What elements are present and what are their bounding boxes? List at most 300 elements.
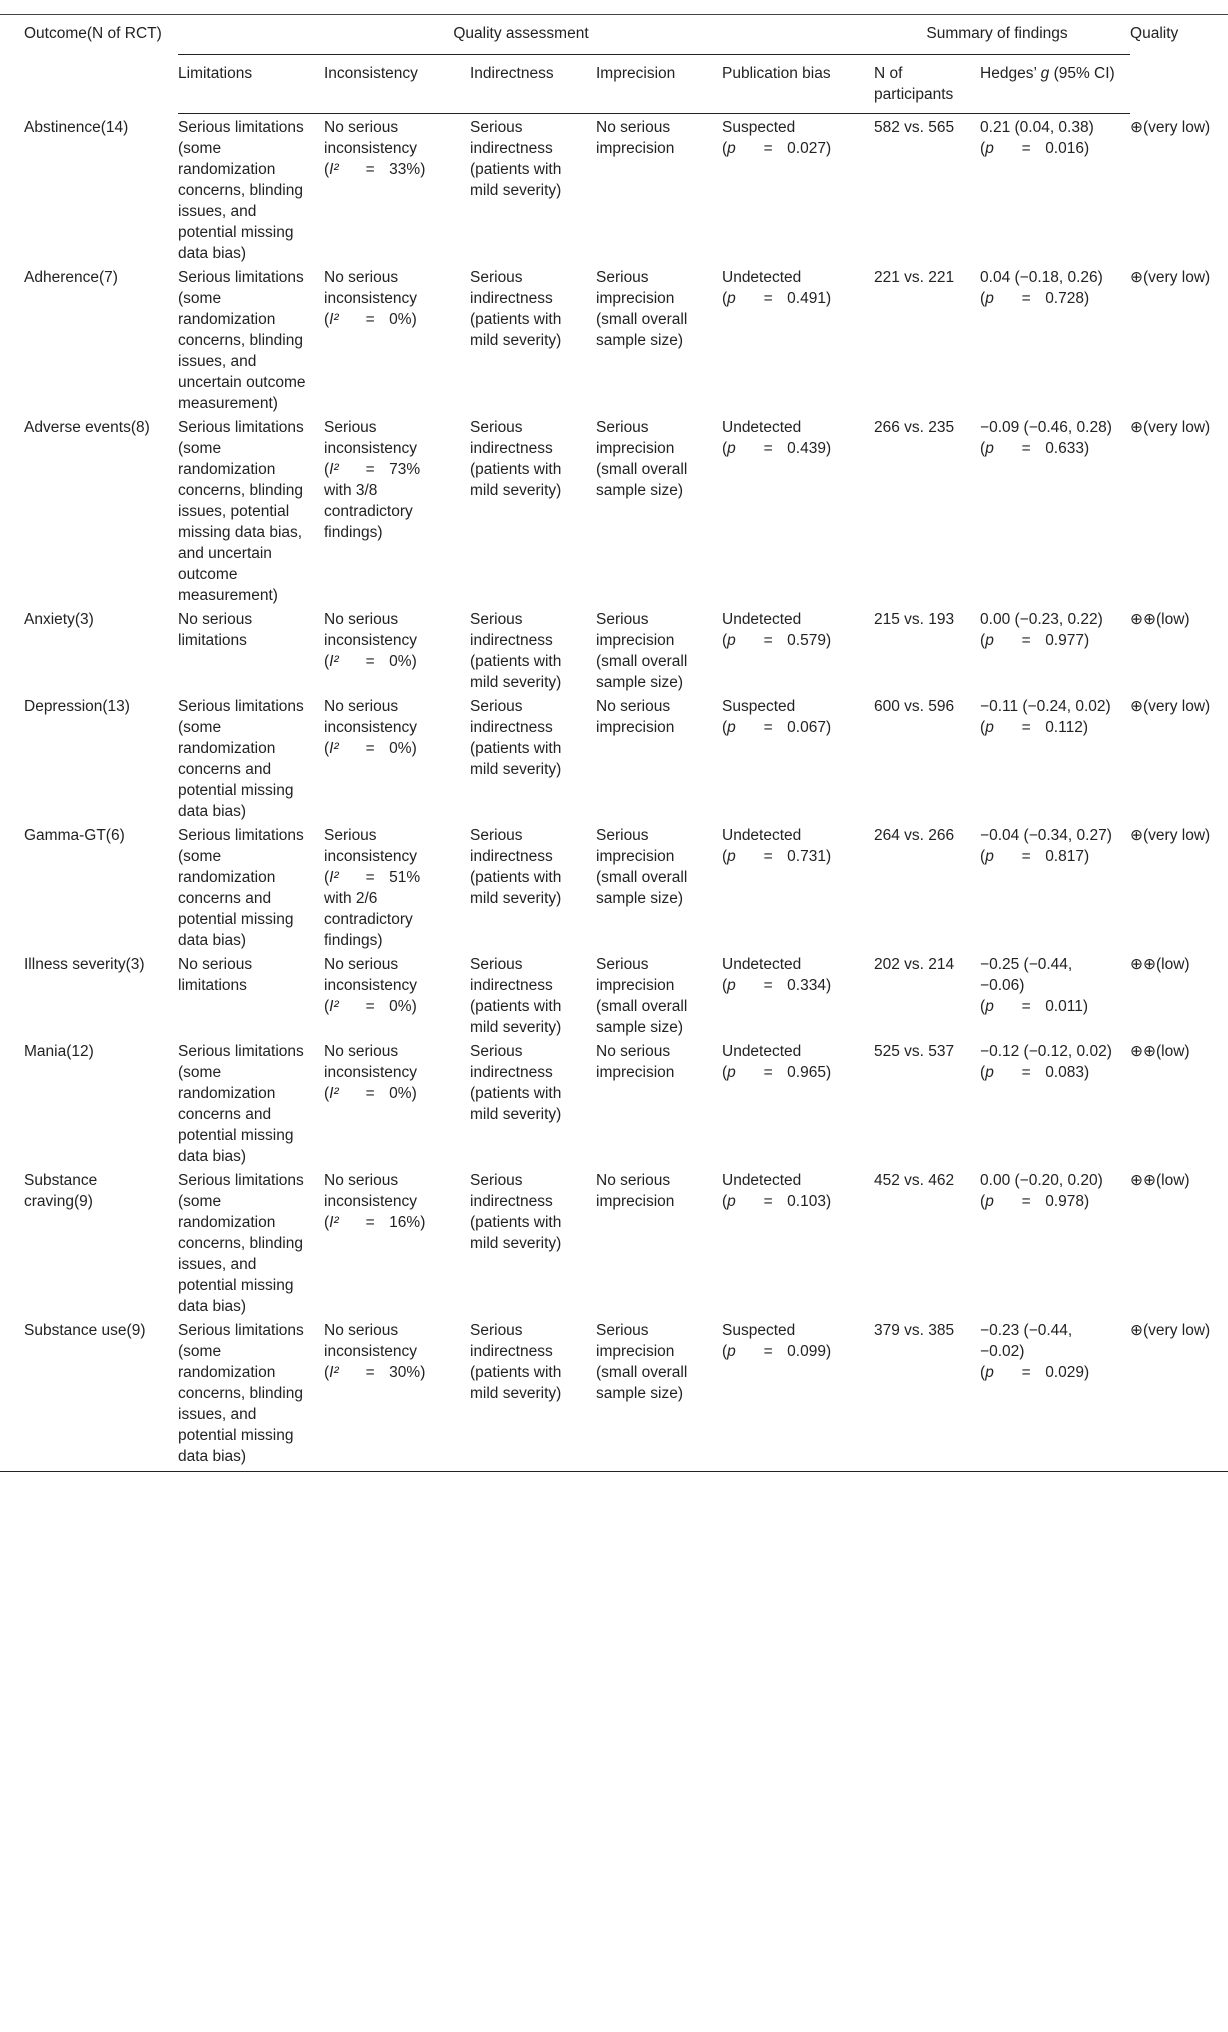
imprecision-cell bbox=[596, 114, 722, 265]
p-symbol: p bbox=[727, 977, 736, 994]
table-row bbox=[0, 606, 1228, 693]
equals-sign: = bbox=[365, 653, 375, 670]
header-publication-bias bbox=[722, 55, 874, 114]
pub-p-value: 0.067) bbox=[787, 719, 832, 736]
header-n-participants-label: N of participants bbox=[874, 65, 954, 103]
imprecision-cell bbox=[596, 414, 722, 606]
outcome-cell bbox=[0, 951, 178, 1038]
hedges-g-ci: 0.00 (−0.20, 0.20) bbox=[980, 1172, 1103, 1189]
i2-line: (I² = 73% bbox=[324, 461, 421, 478]
equals-sign: = bbox=[763, 1343, 773, 1360]
inconsistency-text: No serious inconsistency bbox=[324, 956, 418, 994]
g-p-value: 0.112) bbox=[1045, 719, 1088, 736]
imprecision-text: No serious imprecision bbox=[596, 698, 675, 736]
i2-value: 33%) bbox=[389, 161, 426, 178]
outcome-cell bbox=[0, 822, 178, 951]
pub-p-line: (p = 0.491) bbox=[722, 290, 832, 307]
imprecision-text: Serious imprecision (small overall sample size) bbox=[596, 419, 688, 499]
hedges-g-ci: −0.23 (−0.44, −0.02) bbox=[980, 1322, 1073, 1360]
header-inconsistency bbox=[324, 55, 470, 114]
outcome-cell bbox=[0, 1038, 178, 1167]
equals-sign: = bbox=[1021, 1064, 1031, 1081]
g-p-value: 0.817) bbox=[1045, 848, 1090, 865]
p-symbol: p bbox=[727, 848, 736, 865]
hedges-g-cell bbox=[980, 264, 1130, 414]
pub-p-value: 0.099) bbox=[787, 1343, 832, 1360]
i2-value: 0%) bbox=[389, 1085, 417, 1102]
imprecision-text: Serious imprecision (small overall sample size) bbox=[596, 611, 688, 691]
publication-bias-cell bbox=[722, 693, 874, 822]
quality-cell bbox=[1130, 1167, 1228, 1317]
i2-symbol: I² bbox=[329, 653, 339, 670]
header-quality-spacer bbox=[1130, 55, 1228, 114]
p-symbol: p bbox=[985, 290, 994, 307]
g-p-value: 0.977) bbox=[1045, 632, 1090, 649]
i2-symbol: I² bbox=[329, 998, 339, 1015]
hedges-g-ci: 0.21 (0.04, 0.38) bbox=[980, 119, 1094, 136]
i2-symbol: I² bbox=[329, 461, 339, 478]
inconsistency-cell bbox=[324, 1317, 470, 1472]
hedges-g-cell bbox=[980, 951, 1130, 1038]
outcome-label: Adherence(7) bbox=[24, 269, 118, 286]
inconsistency-cell bbox=[324, 1038, 470, 1167]
table-header bbox=[0, 15, 1228, 114]
i2-symbol: I² bbox=[329, 740, 339, 757]
p-symbol: p bbox=[727, 290, 736, 307]
n-participants-cell bbox=[874, 822, 980, 951]
pub-p-line: (p = 0.965) bbox=[722, 1064, 832, 1081]
inconsistency-text: No serious inconsistency bbox=[324, 611, 418, 649]
limitations-text: Serious limitations (some randomization concerns, blinding issues, and potential missing data bias) bbox=[178, 1172, 304, 1315]
header-limitations-label: Limitations bbox=[178, 65, 253, 82]
outcome-label: Adverse events(8) bbox=[24, 419, 150, 436]
header-hedges-suffix: (95% CI) bbox=[1053, 65, 1115, 82]
inconsistency-text: No serious inconsistency bbox=[324, 1172, 418, 1210]
limitations-cell bbox=[178, 1038, 324, 1167]
hedges-g-cell bbox=[980, 414, 1130, 606]
pub-p-value: 0.965) bbox=[787, 1064, 832, 1081]
g-p-value: 0.083) bbox=[1045, 1064, 1090, 1081]
i2-line: (I² = 0%) bbox=[324, 998, 417, 1015]
inconsistency-cell bbox=[324, 414, 470, 606]
header-row-1 bbox=[0, 15, 1228, 55]
equals-sign: = bbox=[763, 632, 773, 649]
hedges-g-ci: −0.09 (−0.46, 0.28) bbox=[980, 419, 1112, 436]
imprecision-cell bbox=[596, 1167, 722, 1317]
publication-bias-text: Suspected bbox=[722, 698, 796, 715]
limitations-cell bbox=[178, 114, 324, 265]
g-p-line: (p = 0.978) bbox=[980, 1193, 1090, 1210]
equals-sign: = bbox=[1021, 440, 1031, 457]
indirectness-text: Serious indirectness (patients with mild severity) bbox=[470, 1322, 562, 1402]
outcome-label: Illness severity(3) bbox=[24, 956, 145, 973]
quality-rating: ⊕(very low) bbox=[1130, 1322, 1211, 1339]
table-row bbox=[0, 1167, 1228, 1317]
i2-value: 0%) bbox=[389, 740, 417, 757]
inconsistency-cell bbox=[324, 114, 470, 265]
i2-symbol: I² bbox=[329, 1085, 339, 1102]
publication-bias-cell bbox=[722, 1317, 874, 1472]
indirectness-text: Serious indirectness (patients with mild severity) bbox=[470, 1043, 562, 1123]
inconsistency-cell bbox=[324, 606, 470, 693]
i2-symbol: I² bbox=[329, 311, 339, 328]
g-p-line: (p = 0.633) bbox=[980, 440, 1090, 457]
i2-value: 16%) bbox=[389, 1214, 426, 1231]
p-symbol: p bbox=[985, 1064, 994, 1081]
outcome-label: Abstinence(14) bbox=[24, 118, 129, 136]
limitations-cell bbox=[178, 264, 324, 414]
g-p-line: (p = 0.016) bbox=[980, 140, 1090, 157]
equals-sign: = bbox=[365, 998, 375, 1015]
hedges-g-ci: −0.12 (−0.12, 0.02) bbox=[980, 1043, 1112, 1060]
outcome-label: Substance use(9) bbox=[24, 1322, 146, 1339]
i2-line: (I² = 0%) bbox=[324, 740, 417, 757]
equals-sign: = bbox=[763, 1193, 773, 1210]
inconsistency-text: No serious inconsistency bbox=[324, 1043, 418, 1081]
equals-sign: = bbox=[365, 1085, 375, 1102]
pub-p-value: 0.731) bbox=[787, 848, 832, 865]
equals-sign: = bbox=[763, 977, 773, 994]
outcome-label: Gamma-GT(6) bbox=[24, 827, 125, 844]
n-participants-cell bbox=[874, 606, 980, 693]
inconsistency-cell bbox=[324, 822, 470, 951]
outcome-label: Depression(13) bbox=[24, 698, 130, 715]
header-hedges-g-symbol: g bbox=[1040, 65, 1050, 82]
publication-bias-text: Undetected bbox=[722, 611, 802, 628]
indirectness-text: Serious indirectness (patients with mild severity) bbox=[470, 1172, 562, 1252]
g-p-line: (p = 0.817) bbox=[980, 848, 1090, 865]
pub-p-value: 0.103) bbox=[787, 1193, 832, 1210]
header-hedges-g bbox=[980, 55, 1130, 114]
p-symbol: p bbox=[727, 140, 736, 157]
quality-cell bbox=[1130, 606, 1228, 693]
quality-cell bbox=[1130, 414, 1228, 606]
inconsistency-text: Serious inconsistency bbox=[324, 827, 418, 865]
publication-bias-cell bbox=[722, 606, 874, 693]
equals-sign: = bbox=[365, 1214, 375, 1231]
hedges-g-cell bbox=[980, 693, 1130, 822]
n-participants-text: 202 vs. 214 bbox=[874, 956, 955, 973]
i2-value: 73% bbox=[389, 461, 421, 478]
imprecision-cell bbox=[596, 822, 722, 951]
g-p-value: 0.016) bbox=[1045, 140, 1090, 157]
header-row-2 bbox=[0, 55, 1228, 114]
quality-cell bbox=[1130, 822, 1228, 951]
outcome-cell bbox=[0, 693, 178, 822]
n-participants-text: 379 vs. 385 bbox=[874, 1322, 955, 1339]
indirectness-cell bbox=[470, 1038, 596, 1167]
header-n-participants bbox=[874, 55, 980, 114]
equals-sign: = bbox=[763, 440, 773, 457]
i2-value: 0%) bbox=[389, 653, 417, 670]
equals-sign: = bbox=[1021, 1364, 1031, 1381]
n-participants-text: 266 vs. 235 bbox=[874, 419, 955, 436]
equals-sign: = bbox=[763, 140, 773, 157]
i2-value: 0%) bbox=[389, 311, 417, 328]
pub-p-value: 0.579) bbox=[787, 632, 832, 649]
header-inconsistency-label: Inconsistency bbox=[324, 65, 418, 82]
header-hedges-prefix: Hedges’ bbox=[980, 65, 1037, 82]
g-p-line: (p = 0.011) bbox=[980, 998, 1088, 1015]
quality-rating: ⊕(very low) bbox=[1130, 827, 1211, 844]
outcome-cell bbox=[0, 414, 178, 606]
imprecision-text: Serious imprecision (small overall sample size) bbox=[596, 827, 688, 907]
n-participants-text: 221 vs. 221 bbox=[874, 269, 955, 286]
n-participants-text: 600 vs. 596 bbox=[874, 698, 955, 715]
pub-p-line: (p = 0.334) bbox=[722, 977, 832, 994]
publication-bias-cell bbox=[722, 1167, 874, 1317]
header-quality-label: Quality bbox=[1130, 25, 1179, 42]
hedges-g-ci: 0.00 (−0.23, 0.22) bbox=[980, 611, 1103, 628]
header-outcome-label: Outcome(N of RCT) bbox=[24, 25, 162, 42]
quality-rating: ⊕(very low) bbox=[1130, 698, 1211, 715]
table-row bbox=[0, 693, 1228, 822]
limitations-cell bbox=[178, 1167, 324, 1317]
indirectness-cell bbox=[470, 693, 596, 822]
g-p-value: 0.633) bbox=[1045, 440, 1090, 457]
publication-bias-text: Undetected bbox=[722, 419, 802, 436]
imprecision-cell bbox=[596, 1038, 722, 1167]
quality-cell bbox=[1130, 1038, 1228, 1167]
g-p-line: (p = 0.083) bbox=[980, 1064, 1090, 1081]
n-participants-cell bbox=[874, 1167, 980, 1317]
inconsistency-text: Serious inconsistency bbox=[324, 419, 418, 457]
g-p-value: 0.728) bbox=[1045, 290, 1090, 307]
n-participants-text: 525 vs. 537 bbox=[874, 1043, 955, 1060]
p-symbol: p bbox=[727, 632, 736, 649]
publication-bias-text: Undetected bbox=[722, 269, 802, 286]
publication-bias-cell bbox=[722, 114, 874, 265]
inconsistency-extra: with 3/8 contradictory findings) bbox=[324, 482, 413, 541]
inconsistency-cell bbox=[324, 1167, 470, 1317]
header-limitations bbox=[178, 55, 324, 114]
equals-sign: = bbox=[1021, 290, 1031, 307]
inconsistency-cell bbox=[324, 264, 470, 414]
equals-sign: = bbox=[365, 740, 375, 757]
indirectness-text: Serious indirectness (patients with mild severity) bbox=[470, 827, 562, 907]
pub-p-line: (p = 0.439) bbox=[722, 440, 832, 457]
n-participants-cell bbox=[874, 951, 980, 1038]
i2-symbol: I² bbox=[329, 1364, 339, 1381]
hedges-g-cell bbox=[980, 606, 1130, 693]
indirectness-cell bbox=[470, 114, 596, 265]
n-participants-text: 264 vs. 266 bbox=[874, 827, 955, 844]
g-p-value: 0.029) bbox=[1045, 1364, 1090, 1381]
header-outcome bbox=[0, 15, 178, 114]
i2-symbol: I² bbox=[329, 869, 339, 886]
equals-sign: = bbox=[1021, 998, 1031, 1015]
pub-p-value: 0.439) bbox=[787, 440, 832, 457]
limitations-text: Serious limitations (some randomization concerns and potential missing data bias) bbox=[178, 698, 304, 820]
header-imprecision-label: Imprecision bbox=[596, 65, 676, 82]
outcome-cell bbox=[0, 1317, 178, 1472]
hedges-g-ci: −0.11 (−0.24, 0.02) bbox=[980, 698, 1111, 715]
p-symbol: p bbox=[985, 998, 994, 1015]
hedges-g-cell bbox=[980, 114, 1130, 265]
hedges-g-ci: 0.04 (−0.18, 0.26) bbox=[980, 269, 1103, 286]
n-participants-cell bbox=[874, 693, 980, 822]
i2-line: (I² = 51% bbox=[324, 869, 421, 886]
header-indirectness bbox=[470, 55, 596, 114]
header-summary-label: Summary of findings bbox=[926, 25, 1068, 42]
equals-sign: = bbox=[763, 848, 773, 865]
imprecision-text: No serious imprecision bbox=[596, 1172, 675, 1210]
equals-sign: = bbox=[1021, 848, 1031, 865]
quality-cell bbox=[1130, 114, 1228, 265]
limitations-cell bbox=[178, 1317, 324, 1472]
pub-p-line: (p = 0.027) bbox=[722, 140, 832, 157]
pub-p-line: (p = 0.731) bbox=[722, 848, 832, 865]
outcome-cell bbox=[0, 114, 178, 265]
quality-cell bbox=[1130, 951, 1228, 1038]
publication-bias-cell bbox=[722, 951, 874, 1038]
limitations-text: Serious limitations (some randomization concerns and potential missing data bias) bbox=[178, 1043, 304, 1165]
p-symbol: p bbox=[727, 719, 736, 736]
equals-sign: = bbox=[1021, 140, 1031, 157]
i2-symbol: I² bbox=[329, 161, 339, 178]
g-p-line: (p = 0.728) bbox=[980, 290, 1090, 307]
indirectness-cell bbox=[470, 1167, 596, 1317]
limitations-text: Serious limitations (some randomization concerns and potential missing data bias) bbox=[178, 827, 304, 949]
equals-sign: = bbox=[763, 719, 773, 736]
i2-value: 51% bbox=[389, 869, 421, 886]
grade-evidence-table bbox=[0, 14, 1228, 1472]
inconsistency-text: No serious inconsistency bbox=[324, 269, 418, 307]
quality-cell bbox=[1130, 693, 1228, 822]
header-indirectness-label: Indirectness bbox=[470, 65, 554, 82]
p-symbol: p bbox=[985, 848, 994, 865]
i2-line: (I² = 30%) bbox=[324, 1364, 426, 1381]
equals-sign: = bbox=[365, 1364, 375, 1381]
outcome-label: Anxiety(3) bbox=[24, 611, 94, 628]
inconsistency-text: No serious inconsistency bbox=[324, 698, 418, 736]
limitations-cell bbox=[178, 693, 324, 822]
indirectness-cell bbox=[470, 822, 596, 951]
imprecision-text: No serious imprecision bbox=[596, 119, 675, 157]
publication-bias-text: Undetected bbox=[722, 956, 802, 973]
pub-p-line: (p = 0.103) bbox=[722, 1193, 832, 1210]
hedges-g-cell bbox=[980, 822, 1130, 951]
limitations-text: Serious limitations (some randomization concerns, blinding issues, and potential missing data bias) bbox=[178, 119, 304, 262]
i2-value: 30%) bbox=[389, 1364, 426, 1381]
indirectness-text: Serious indirectness (patients with mild severity) bbox=[470, 956, 562, 1036]
g-p-line: (p = 0.112) bbox=[980, 719, 1088, 736]
hedges-g-ci: −0.04 (−0.34, 0.27) bbox=[980, 827, 1112, 844]
publication-bias-cell bbox=[722, 414, 874, 606]
pub-p-line: (p = 0.099) bbox=[722, 1343, 832, 1360]
outcome-label: Mania(12) bbox=[24, 1043, 94, 1060]
i2-line: (I² = 33%) bbox=[324, 161, 426, 178]
publication-bias-cell bbox=[722, 264, 874, 414]
table-row bbox=[0, 1038, 1228, 1167]
limitations-text: Serious limitations (some randomization concerns, blinding issues, and uncertain outcome measurement) bbox=[178, 269, 306, 412]
equals-sign: = bbox=[1021, 719, 1031, 736]
n-participants-cell bbox=[874, 414, 980, 606]
i2-line: (I² = 16%) bbox=[324, 1214, 426, 1231]
header-summary-of-findings bbox=[874, 15, 1130, 55]
p-symbol: p bbox=[985, 1364, 994, 1381]
imprecision-text: Serious imprecision (small overall sample size) bbox=[596, 269, 688, 349]
table-row bbox=[0, 414, 1228, 606]
p-symbol: p bbox=[727, 1064, 736, 1081]
hedges-g-cell bbox=[980, 1167, 1130, 1317]
hedges-g-cell bbox=[980, 1038, 1130, 1167]
imprecision-cell bbox=[596, 693, 722, 822]
equals-sign: = bbox=[763, 290, 773, 307]
publication-bias-cell bbox=[722, 822, 874, 951]
imprecision-cell bbox=[596, 264, 722, 414]
g-p-line: (p = 0.977) bbox=[980, 632, 1090, 649]
p-symbol: p bbox=[727, 1193, 736, 1210]
imprecision-text: Serious imprecision (small overall sample size) bbox=[596, 1322, 688, 1402]
p-symbol: p bbox=[985, 719, 994, 736]
imprecision-cell bbox=[596, 606, 722, 693]
quality-rating: ⊕(very low) bbox=[1130, 269, 1211, 286]
publication-bias-cell bbox=[722, 1038, 874, 1167]
i2-value: 0%) bbox=[389, 998, 417, 1015]
limitations-cell bbox=[178, 951, 324, 1038]
quality-rating: ⊕⊕(low) bbox=[1130, 1043, 1190, 1060]
header-quality-assessment-label: Quality assessment bbox=[453, 25, 589, 42]
inconsistency-text: No serious inconsistency bbox=[324, 119, 418, 157]
equals-sign: = bbox=[1021, 632, 1031, 649]
table-row bbox=[0, 1317, 1228, 1472]
quality-rating: ⊕⊕(low) bbox=[1130, 956, 1190, 973]
indirectness-cell bbox=[470, 1317, 596, 1472]
limitations-cell bbox=[178, 414, 324, 606]
imprecision-text: No serious imprecision bbox=[596, 1043, 675, 1081]
indirectness-text: Serious indirectness (patients with mild severity) bbox=[470, 269, 562, 349]
header-quality bbox=[1130, 15, 1228, 55]
indirectness-cell bbox=[470, 264, 596, 414]
outcome-cell bbox=[0, 1167, 178, 1317]
g-p-line: (p = 0.029) bbox=[980, 1364, 1090, 1381]
table-body bbox=[0, 114, 1228, 1472]
p-symbol: p bbox=[727, 1343, 736, 1360]
equals-sign: = bbox=[1021, 1193, 1031, 1210]
n-participants-cell bbox=[874, 114, 980, 265]
publication-bias-text: Undetected bbox=[722, 1172, 802, 1189]
imprecision-text: Serious imprecision (small overall sample size) bbox=[596, 956, 688, 1036]
hedges-g-cell bbox=[980, 1317, 1130, 1472]
publication-bias-text: Suspected bbox=[722, 1322, 796, 1339]
table-row bbox=[0, 264, 1228, 414]
p-symbol: p bbox=[985, 1193, 994, 1210]
header-quality-assessment bbox=[178, 15, 874, 55]
inconsistency-cell bbox=[324, 693, 470, 822]
i2-line: (I² = 0%) bbox=[324, 1085, 417, 1102]
inconsistency-text: No serious inconsistency bbox=[324, 1322, 418, 1360]
table-row bbox=[0, 951, 1228, 1038]
p-symbol: p bbox=[985, 632, 994, 649]
equals-sign: = bbox=[365, 869, 375, 886]
p-symbol: p bbox=[985, 140, 994, 157]
indirectness-cell bbox=[470, 414, 596, 606]
outcome-cell bbox=[0, 606, 178, 693]
table-row bbox=[0, 822, 1228, 951]
pub-p-line: (p = 0.067) bbox=[722, 719, 832, 736]
quality-rating: ⊕(very low) bbox=[1130, 118, 1211, 136]
quality-cell bbox=[1130, 1317, 1228, 1472]
indirectness-text: Serious indirectness (patients with mild severity) bbox=[470, 698, 562, 778]
equals-sign: = bbox=[365, 461, 375, 478]
publication-bias-text: Suspected bbox=[722, 119, 796, 136]
outcome-cell bbox=[0, 264, 178, 414]
outcome-label: Substance craving(9) bbox=[24, 1172, 98, 1210]
hedges-g-ci: −0.25 (−0.44, −0.06) bbox=[980, 956, 1073, 994]
n-participants-text: 582 vs. 565 bbox=[874, 119, 955, 136]
n-participants-text: 215 vs. 193 bbox=[874, 611, 955, 628]
